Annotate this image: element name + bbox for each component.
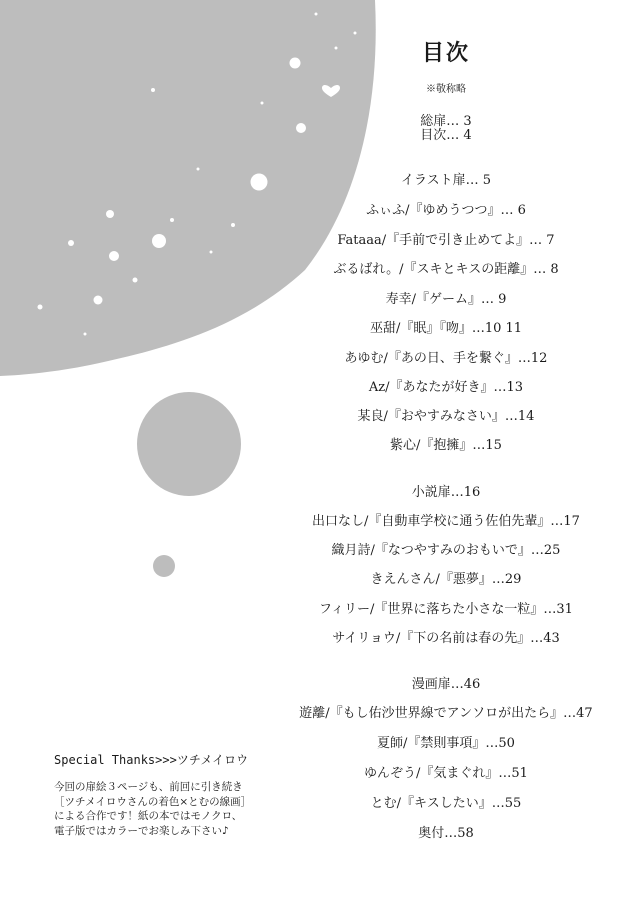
toc-entry: 織月詩/『なつやすみのおもいで』…25 — [331, 543, 561, 558]
toc-entry: 巫甜/『眠』『吻』…10 11 — [369, 321, 523, 336]
toc-entry: Fataaa/『手前で引き止めてよ』… 7 — [337, 233, 555, 248]
page-title: 目次 — [421, 41, 470, 66]
toc-entry: 奥付…58 — [418, 826, 474, 841]
toc-entry: フィリー/『世界に落ちた小さな一粒』…31 — [319, 602, 573, 617]
special-thanks-text — [54, 780, 251, 838]
toc-entry: 某良/『おやすみなさい』…14 — [357, 409, 535, 424]
special-thanks-heading: Special Thanks>>>ツチメイロウ — [54, 753, 249, 767]
toc-entry: ふぃふ/『ゆめうつつ』… 6 — [366, 203, 526, 218]
toc-entry: とむ/『キスしたい』…55 — [370, 796, 522, 811]
toc-entry: イラスト扉… 5 — [400, 173, 491, 188]
toc-entry: ゆんぞう/『気まぐれ』…51 — [364, 766, 528, 781]
thanks-line: による合作です！紙の本ではモノクロ、 — [54, 810, 243, 822]
honorific-note: ※敬称略 — [426, 84, 466, 95]
toc-entry: 総扉… 3 — [420, 114, 472, 129]
toc-entry: あゆむ/『あの日、手を繋ぐ』…12 — [344, 351, 548, 366]
toc-entry: Az/『あなたが好き』…13 — [368, 380, 524, 395]
thanks-line: ［ツチメイロウさんの着色×とむの線画］ — [54, 795, 252, 808]
toc-entry: 小説扉…16 — [411, 485, 481, 500]
toc-entry: 目次… 4 — [420, 128, 472, 143]
thanks-line: 電子版ではカラーでお楽しみ下さい♪ — [54, 824, 229, 837]
thanks-line: 今回の扉絵３ページも、前回に引き続き — [54, 781, 243, 793]
toc-entry: 漫画扉…46 — [411, 677, 481, 692]
toc-entry: 夏師/『禁則事項』…50 — [377, 736, 515, 751]
toc-entry: 寿幸/『ゲーム』… 9 — [385, 292, 507, 307]
toc-entry: 出口なし/『自動車学校に通う佐伯先輩』…17 — [312, 514, 580, 529]
toc-entry: ぶるばれ。/『スキとキスの距離』… 8 — [333, 262, 559, 277]
toc-entry: 遊離/『もし佑沙世界線でアンソロが出たら』…47 — [299, 706, 593, 721]
toc-entry: きえんさん/『悪夢』…29 — [370, 572, 522, 587]
toc-entry: サイリョウ/『下の名前は春の先』…43 — [332, 631, 560, 646]
toc-entry: 紫心/『抱擁』…15 — [390, 438, 502, 453]
